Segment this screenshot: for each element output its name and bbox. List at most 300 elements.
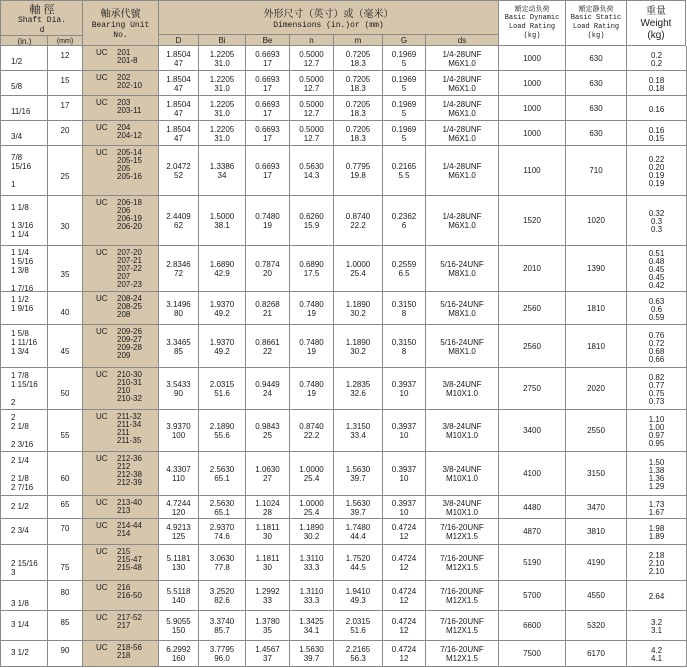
- dim-value: 24: [263, 389, 272, 398]
- weight-value: 3.1: [650, 626, 663, 635]
- bearing-unit-number: 217-52: [117, 613, 142, 622]
- dim-value: 2.5630: [209, 465, 235, 474]
- dim-cell-be: [246, 146, 290, 196]
- dim-cell-n: [290, 368, 334, 410]
- dim-value: 22: [263, 347, 272, 356]
- dim-value: 74.6: [214, 532, 230, 541]
- dim-col-header-d: [159, 35, 199, 46]
- weight-value: 0.45: [648, 265, 665, 274]
- bearing-unit-number: 211-32: [117, 412, 142, 421]
- dim-value: 0.6693: [255, 100, 280, 109]
- bearing-unit-number: 205-14: [117, 148, 142, 157]
- bearing-unit-number: 208-25: [117, 302, 142, 311]
- dimensions-header-cn: 外形尺寸（英寸）或（毫米）: [263, 9, 394, 20]
- weight-value: 0.59: [648, 313, 665, 322]
- shaft-inch-value: 2 3/16: [11, 440, 34, 449]
- dim-value: M8X1.0: [448, 269, 476, 278]
- dim-value: 17: [263, 84, 272, 93]
- dynamic-load-cell: [499, 641, 566, 667]
- dim-cell-n: [290, 96, 334, 121]
- dim-value: 1.9370: [209, 300, 235, 309]
- bearing-unit-number: 212-38: [117, 470, 142, 479]
- dim-cell-m: [334, 452, 383, 496]
- dim-cell-ds: [426, 46, 499, 71]
- bearing-unit-number: 201: [117, 48, 131, 57]
- shaft-inch-cell: [0, 581, 48, 611]
- shaft-mm-value: 17: [60, 101, 70, 110]
- dynamic-load-value: 1100: [523, 166, 541, 175]
- shaft-mm-value: 45: [60, 347, 70, 356]
- static-load-value: 3810: [587, 527, 605, 536]
- dim-col-label: ds: [457, 36, 467, 45]
- dim-value: 12: [399, 563, 409, 572]
- dim-cell-g: [383, 71, 426, 96]
- dim-value: 42.9: [214, 269, 230, 278]
- dim-value: 130: [171, 563, 186, 572]
- shaft-mm-cell: [48, 292, 83, 325]
- shaft-inch-value: 1 3/8: [11, 266, 29, 275]
- dim-col-label: G: [400, 36, 408, 45]
- dim-cell-g: [383, 581, 426, 611]
- dim-col-label: D: [175, 36, 182, 45]
- dim-value: 0.6693: [255, 162, 280, 171]
- dim-value: 0.7205: [345, 125, 371, 134]
- dim-cell-bi: [199, 641, 246, 667]
- static-load-cell: [566, 325, 627, 368]
- dim-value: 22.2: [303, 431, 320, 440]
- dim-value: 1.8504: [166, 100, 191, 109]
- bearing-unit-number: 218: [117, 651, 131, 660]
- static-load-value: 1020: [587, 216, 605, 225]
- dim-value: 6.2992: [166, 645, 191, 654]
- static-load-value: 2550: [587, 426, 605, 435]
- dim-value: 1.0000: [345, 260, 371, 269]
- dim-value: 85.7: [214, 626, 230, 635]
- dim-value: 5/16-24UNF: [440, 300, 484, 309]
- dim-value: 10: [399, 389, 409, 398]
- dim-cell-ds: [426, 611, 499, 641]
- dim-value: 0.7480: [299, 338, 324, 347]
- dim-value: 12: [399, 532, 409, 541]
- shaft-inch-cell: [0, 496, 48, 519]
- dim-cell-ds: [426, 146, 499, 196]
- shaft-inch-value: 1: [11, 180, 16, 189]
- dim-cell-ds: [426, 71, 499, 96]
- dynamic-load-value: 1520: [523, 216, 541, 225]
- dim-value: 1.2205: [209, 100, 235, 109]
- dim-value: 0.7480: [299, 300, 324, 309]
- dim-value: 30: [263, 532, 272, 541]
- dim-value: 8: [401, 347, 407, 356]
- dim-cell-ds: [426, 196, 499, 246]
- shaft-mm-cell: [48, 121, 83, 146]
- static-load-cell: [566, 545, 627, 581]
- dim-value: 5: [401, 134, 407, 143]
- dim-cell-d: [159, 325, 199, 368]
- dim-cell-m: [334, 46, 383, 71]
- weight-value: 1.29: [648, 482, 665, 491]
- weight-header-cn: 重量: [646, 6, 666, 17]
- bearing-unit-header-cn: 軸承代號: [100, 9, 141, 20]
- weight-cell: [627, 641, 687, 667]
- shaft-inch-value: 2 7/16: [11, 483, 34, 492]
- weight-value: 0.16: [648, 105, 665, 114]
- shaft-inch-value: 3 1/4: [11, 620, 29, 629]
- dim-cell-d: [159, 519, 199, 545]
- bearing-unit-prefix: UC: [96, 98, 108, 107]
- dim-value: 12.7: [303, 59, 320, 68]
- bearing-unit-number: 208: [117, 310, 131, 319]
- dim-value: 12.7: [303, 84, 320, 93]
- dim-value: 1.6890: [209, 260, 235, 269]
- weight-value: 1.00: [648, 423, 665, 432]
- shaft-inch-value: 2 1/8: [11, 474, 29, 483]
- dim-cell-d: [159, 368, 199, 410]
- dim-value: 8: [401, 309, 407, 318]
- dim-cell-g: [383, 368, 426, 410]
- bearing-unit-number: 209-28: [117, 343, 142, 352]
- shaft-header-d: d: [39, 26, 45, 35]
- dim-cell-ds: [426, 368, 499, 410]
- shaft-mm-value: 70: [60, 524, 70, 533]
- dim-cell-ds: [426, 519, 499, 545]
- dim-value: 0.6693: [255, 125, 280, 134]
- dim-value: 5.1181: [166, 554, 191, 563]
- dim-value: 19: [263, 221, 272, 230]
- dynamic-load-value: 4480: [523, 503, 541, 512]
- shaft-mm-value: 15: [60, 76, 70, 85]
- dim-value: 22.2: [350, 221, 366, 230]
- dim-value: 12: [399, 654, 409, 663]
- shaft-inch-value: 1 15/16: [11, 380, 38, 389]
- dim-value: 3/8-24UNF: [442, 380, 482, 389]
- inch-unit-header: [0, 35, 48, 46]
- dim-col-header-g: [383, 35, 426, 46]
- dim-col-header-n: [290, 35, 334, 46]
- static-load-value: 4550: [587, 591, 605, 600]
- dim-value: 7/16-20UNF: [440, 617, 484, 626]
- static-load-value: 630: [589, 129, 603, 138]
- dim-cell-ds: [426, 410, 499, 452]
- dynamic-load-cell: [499, 121, 566, 146]
- shaft-mm-value: 75: [60, 563, 70, 572]
- dim-col-label: Be: [262, 36, 273, 45]
- dynamic-load-value: 6600: [523, 621, 541, 630]
- dim-value: 33.3: [303, 563, 320, 572]
- dim-value: M6X1.0: [448, 171, 476, 180]
- dim-cell-bi: [199, 96, 246, 121]
- bearing-unit-prefix: UC: [96, 454, 108, 463]
- bearing-unit-prefix: UC: [96, 370, 108, 379]
- dim-value: M12X1.5: [445, 563, 479, 572]
- dim-value: 0.7205: [345, 75, 371, 84]
- dim-cell-d: [159, 410, 199, 452]
- dim-cell-bi: [199, 545, 246, 581]
- dim-cell-d: [159, 246, 199, 292]
- dim-value: 1.1890: [299, 523, 324, 532]
- static-load-cell: [566, 611, 627, 641]
- weight-value: 1.98: [648, 524, 665, 533]
- dim-value: 1.8504: [166, 125, 191, 134]
- dim-value: 51.6: [350, 626, 366, 635]
- dim-value: 17: [263, 109, 272, 118]
- dynamic-load-cell: [499, 71, 566, 96]
- dim-value: 35: [263, 626, 272, 635]
- shaft-inch-cell: [0, 611, 48, 641]
- dim-value: 25.4: [303, 508, 320, 517]
- dim-value: 12.7: [303, 134, 320, 143]
- dim-value: 1.5630: [299, 645, 324, 654]
- bearing-unit-header-en: Bearing Unit: [91, 21, 150, 30]
- bearing-unit-prefix: UC: [96, 613, 108, 622]
- dim-value: 1.2205: [209, 125, 235, 134]
- weight-cell: [627, 46, 687, 71]
- dim-cell-g: [383, 121, 426, 146]
- dim-value: 1.3150: [345, 422, 371, 431]
- shaft-inch-cell: [0, 196, 48, 246]
- dim-cell-m: [334, 519, 383, 545]
- dim-value: 110: [172, 474, 185, 483]
- dim-value: 37: [263, 654, 272, 663]
- static-load-value: 630: [589, 54, 603, 63]
- dim-cell-m: [334, 121, 383, 146]
- weight-cell: [627, 246, 687, 292]
- static-load-cell: [566, 581, 627, 611]
- bearing-unit-number: 210-30: [117, 370, 142, 379]
- dim-cell-m: [334, 611, 383, 641]
- bearing-unit-cell: [83, 581, 159, 611]
- dynamic-load-value: 1000: [523, 54, 541, 63]
- dim-cell-bi: [199, 246, 246, 292]
- bearing-unit-number: 215-48: [117, 563, 142, 572]
- bearing-unit-prefix: UC: [96, 412, 108, 421]
- dim-value: 18.3: [350, 109, 366, 118]
- shaft-inch-cell: [0, 46, 48, 71]
- static-load-value: 5320: [587, 621, 605, 630]
- dynamic-load-cell: [499, 410, 566, 452]
- shaft-inch-value: 1 7/8: [11, 371, 29, 380]
- static-load-cell: [566, 246, 627, 292]
- dim-value: 90: [174, 389, 183, 398]
- dim-cell-m: [334, 96, 383, 121]
- dim-cell-d: [159, 292, 199, 325]
- dim-cell-m: [334, 146, 383, 196]
- dim-value: 18.3: [350, 59, 366, 68]
- dim-value: 0.1969: [391, 75, 417, 84]
- weight-value: 0.82: [648, 373, 665, 382]
- dim-cell-ds: [426, 581, 499, 611]
- dim-value: M10X1.0: [445, 389, 479, 398]
- static-load-cell: [566, 368, 627, 410]
- dim-cell-be: [246, 410, 290, 452]
- dynamic-load-value: 1000: [523, 104, 541, 113]
- dim-value: 39.7: [350, 508, 366, 517]
- dim-cell-m: [334, 71, 383, 96]
- dim-cell-d: [159, 121, 199, 146]
- dim-value: 14.3: [303, 171, 320, 180]
- static-load-value: 710: [589, 166, 603, 175]
- dynamic-load-value: 7500: [523, 649, 541, 658]
- dim-value: 17: [263, 59, 272, 68]
- shaft-inch-value: 1 1/4: [11, 230, 29, 239]
- dynamic-load-cell: [499, 519, 566, 545]
- dim-value: 2.1890: [209, 422, 235, 431]
- dim-cell-m: [334, 196, 383, 246]
- weight-value: 1.10: [648, 415, 665, 424]
- shaft-inch-cell: [0, 519, 48, 545]
- dim-value: 31.0: [214, 84, 230, 93]
- dim-cell-g: [383, 325, 426, 368]
- static-load-value: 4190: [587, 558, 605, 567]
- shaft-inch-value: 2: [11, 413, 16, 422]
- dim-value: 30.2: [303, 532, 320, 541]
- weight-value: 1.67: [648, 508, 665, 517]
- dim-cell-d: [159, 496, 199, 519]
- weight-value: 2.10: [648, 567, 665, 576]
- dim-cell-d: [159, 71, 199, 96]
- bearing-unit-number: 208-24: [117, 294, 142, 303]
- dim-value: 47: [174, 134, 183, 143]
- dim-cell-ds: [426, 325, 499, 368]
- dim-value: 17: [263, 134, 272, 143]
- dim-value: 44.5: [350, 563, 366, 572]
- dim-value: 1/4-28UNF: [442, 75, 482, 84]
- dim-value: 17: [263, 171, 272, 180]
- shaft-inch-value: 3/4: [11, 132, 23, 141]
- dynamic-load-cell: [499, 496, 566, 519]
- shaft-mm-value: 65: [60, 500, 70, 509]
- dim-value: 1/4-28UNF: [442, 100, 482, 109]
- shaft-mm-value: 35: [60, 270, 70, 279]
- weight-cell: [627, 611, 687, 641]
- dim-value: 31.0: [214, 109, 230, 118]
- dynamic-load-header-cn: 額定动负荷: [514, 6, 550, 13]
- dim-value: 100: [171, 431, 186, 440]
- shaft-inch-value: 2 1/2: [11, 502, 29, 511]
- shaft-inch-cell: [0, 71, 48, 96]
- weight-cell: [627, 545, 687, 581]
- dim-col-label: Bi: [218, 36, 226, 45]
- dim-cell-d: [159, 96, 199, 121]
- bearing-unit-cell: [83, 246, 159, 292]
- bearing-unit-number: 207-22: [117, 264, 142, 273]
- dim-value: 0.6693: [255, 75, 280, 84]
- bearing-unit-cell: [83, 410, 159, 452]
- shaft-mm-cell: [48, 196, 83, 246]
- dim-cell-g: [383, 410, 426, 452]
- weight-value: 2.64: [648, 592, 665, 601]
- static-load-cell: [566, 496, 627, 519]
- dim-value: 1.0000: [299, 499, 324, 508]
- bearing-unit-number: 207-21: [117, 256, 142, 265]
- dim-value: 0.6890: [299, 260, 324, 269]
- weight-value: 0.3: [650, 217, 663, 226]
- dim-value: 47: [174, 59, 183, 68]
- static-load-cell: [566, 121, 627, 146]
- mm-unit-label: (mm): [56, 38, 74, 45]
- shaft-inch-value: 1 9/16: [11, 304, 34, 313]
- dim-cell-g: [383, 496, 426, 519]
- weight-cell: [627, 496, 687, 519]
- bearing-unit-prefix: UC: [96, 198, 108, 207]
- dim-cell-m: [334, 545, 383, 581]
- dim-cell-be: [246, 545, 290, 581]
- dim-value: 1.7520: [345, 554, 371, 563]
- bearing-unit-number: 215-47: [117, 555, 142, 564]
- dim-cell-be: [246, 519, 290, 545]
- dim-value: 5: [401, 84, 407, 93]
- dim-value: 0.8268: [255, 300, 280, 309]
- shaft-mm-cell: [48, 496, 83, 519]
- dim-value: 3.0630: [209, 554, 235, 563]
- dim-cell-ds: [426, 496, 499, 519]
- dim-value: 0.4724: [391, 587, 417, 596]
- dim-value: 1.5630: [345, 465, 371, 474]
- dim-cell-be: [246, 452, 290, 496]
- bearing-unit-number: 206-20: [117, 222, 142, 231]
- shaft-mm-cell: [48, 46, 83, 71]
- bearing-unit-number: 214-44: [117, 521, 142, 530]
- dim-value: 27: [263, 474, 272, 483]
- dynamic-load-value: 2560: [523, 304, 541, 313]
- weight-cell: [627, 325, 687, 368]
- dim-value: 0.8661: [255, 338, 280, 347]
- dim-value: 1/4-28UNF: [442, 162, 482, 171]
- dim-cell-bi: [199, 46, 246, 71]
- dim-value: 15.9: [303, 221, 320, 230]
- bearing-unit-number: 204-12: [117, 131, 142, 140]
- static-load-value: 6170: [587, 649, 605, 658]
- shaft-inch-cell: [0, 368, 48, 410]
- dim-value: 1.1811: [255, 523, 280, 532]
- dim-cell-g: [383, 611, 426, 641]
- dynamic-load-cell: [499, 246, 566, 292]
- dim-value: 28: [263, 508, 272, 517]
- dim-cell-be: [246, 46, 290, 71]
- weight-value: 0.72: [648, 339, 665, 348]
- bearing-unit-number: 201-8: [117, 56, 138, 65]
- shaft-inch-value: 1/2: [11, 57, 23, 66]
- dim-value: 5: [401, 109, 407, 118]
- weight-cell: [627, 368, 687, 410]
- dynamic-load-header: [499, 0, 566, 46]
- shaft-inch-value: 3 1/8: [11, 599, 29, 608]
- dynamic-load-cell: [499, 196, 566, 246]
- dim-value: 1.1811: [255, 554, 280, 563]
- inch-unit-label: (in.): [17, 37, 32, 46]
- weight-cell: [627, 292, 687, 325]
- dim-value: 0.2559: [391, 260, 417, 269]
- dim-value: 1.7480: [345, 523, 371, 532]
- shaft-mm-cell: [48, 325, 83, 368]
- shaft-inch-cell: [0, 325, 48, 368]
- dynamic-load-value: 4100: [523, 469, 541, 478]
- dim-value: 0.4724: [391, 523, 417, 532]
- bearing-unit-cell: [83, 641, 159, 667]
- dim-value: 0.3937: [391, 422, 417, 431]
- dim-value: 1.1890: [345, 300, 371, 309]
- dim-value: 3/8-24UNF: [442, 422, 482, 431]
- dim-value: 38.1: [214, 221, 230, 230]
- dim-value: 2.8346: [166, 260, 191, 269]
- dim-value: 25: [263, 431, 272, 440]
- dim-value: 82.6: [214, 596, 230, 605]
- weight-value: 1.50: [648, 458, 665, 467]
- dim-value: 1.2835: [345, 380, 371, 389]
- dim-value: 7/16-20UNF: [440, 554, 484, 563]
- dim-cell-ds: [426, 292, 499, 325]
- dim-value: 0.7205: [345, 50, 371, 59]
